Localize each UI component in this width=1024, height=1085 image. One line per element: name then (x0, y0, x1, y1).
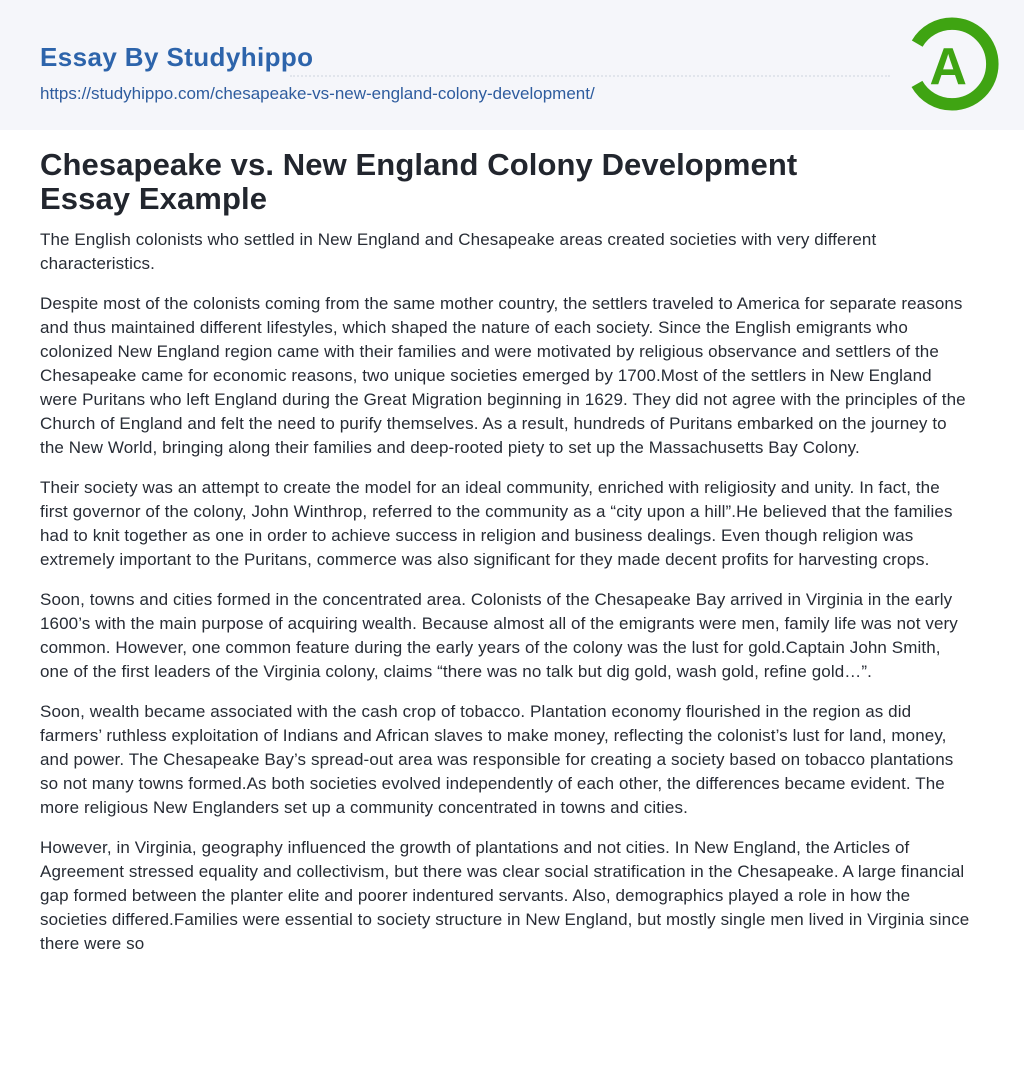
essay-paragraph: However, in Virginia, geography influenced the growth of plantations and not cities. In New England, the Articles of Agreement stressed equality and collectivism, but there was clear social stratification in the Chesapeake. A large financial gap formed between the planter elite and poorer indentured servants. Also, demographics played a role in how the societies differed.Families were essential to society structure in New England, but mostly single men lived in Virginia since there were so (40, 838, 970, 953)
essay-body (40, 228, 970, 972)
logo-letter: A (929, 36, 967, 95)
document-header (0, 0, 1024, 130)
dotted-divider (290, 75, 890, 77)
essay-paragraph: Their society was an attempt to create the model for an ideal community, enriched with religiosity and unity. In fact, the first governor of the colony, John Winthrop, referred to the community as a “city upon a hill”.He believed that the families had to knit together as one in order to achieve success in religion and business dealings. Even though religion was extremely important to the Puritans, commerce was also significant for they made decent profits for harvesting crops. (40, 478, 953, 569)
essay-paragraph: Soon, towns and cities formed in the concentrated area. Colonists of the Chesapeake Bay arrived in Virginia in the early 1600’s with the main purpose of acquiring wealth. Because almost all of the emigrants were men, family life was not very common. However, one common feature during the early years of the colony was the lust for gold.Captain John Smith, one of the first leaders of the Virginia colony, claims “there was no talk but dig gold, wash gold, refine gold…”. (40, 590, 958, 681)
essay-paragraph: Soon, wealth became associated with the cash crop of tobacco. Plantation economy flourished in the region as did farmers’ ruthless exploitation of Indians and African slaves to make money, reflecting the colonist’s lust for land, money, and power. The Chesapeake Bay’s spread-out area was responsible for creating a society based on tobacco plantations so not many towns formed.As both societies evolved independently of each other, the differences became evident. The more religious New Englanders set up a community concentrated in towns and cities. (40, 702, 954, 817)
studyhippo-logo-icon (904, 16, 1000, 112)
source-url-link[interactable]: https://studyhippo.com/chesapeake-vs-new-england-colony-development/ (40, 84, 595, 103)
brand-title: Essay By Studyhippo (40, 42, 314, 72)
essay-paragraph: Despite most of the colonists coming from the same mother country, the settlers traveled to America for separate reasons and thus maintained different lifestyles, which shaped the nature of each society. Since the English emigrants who colonized New England region came with their families and were motivated by religious observance and settlers of the Chesapeake came for economic reasons, two unique societies emerged by 1700.Most of the settlers in New England were Puritans who left England during the Great Migration beginning in 1629. They did not agree with the principles of the Church of England and felt the need to purify themselves. As a result, hundreds of Puritans embarked on the journey to the New World, bringing along their families and deep-rooted piety to set up the Massachusetts Bay Colony. (40, 294, 966, 457)
essay-paragraph: The English colonists who settled in New England and Chesapeake areas created societies with very different characteristics. (40, 230, 877, 273)
essay-title: Chesapeake vs. New England Colony Development Essay Example (40, 147, 798, 216)
